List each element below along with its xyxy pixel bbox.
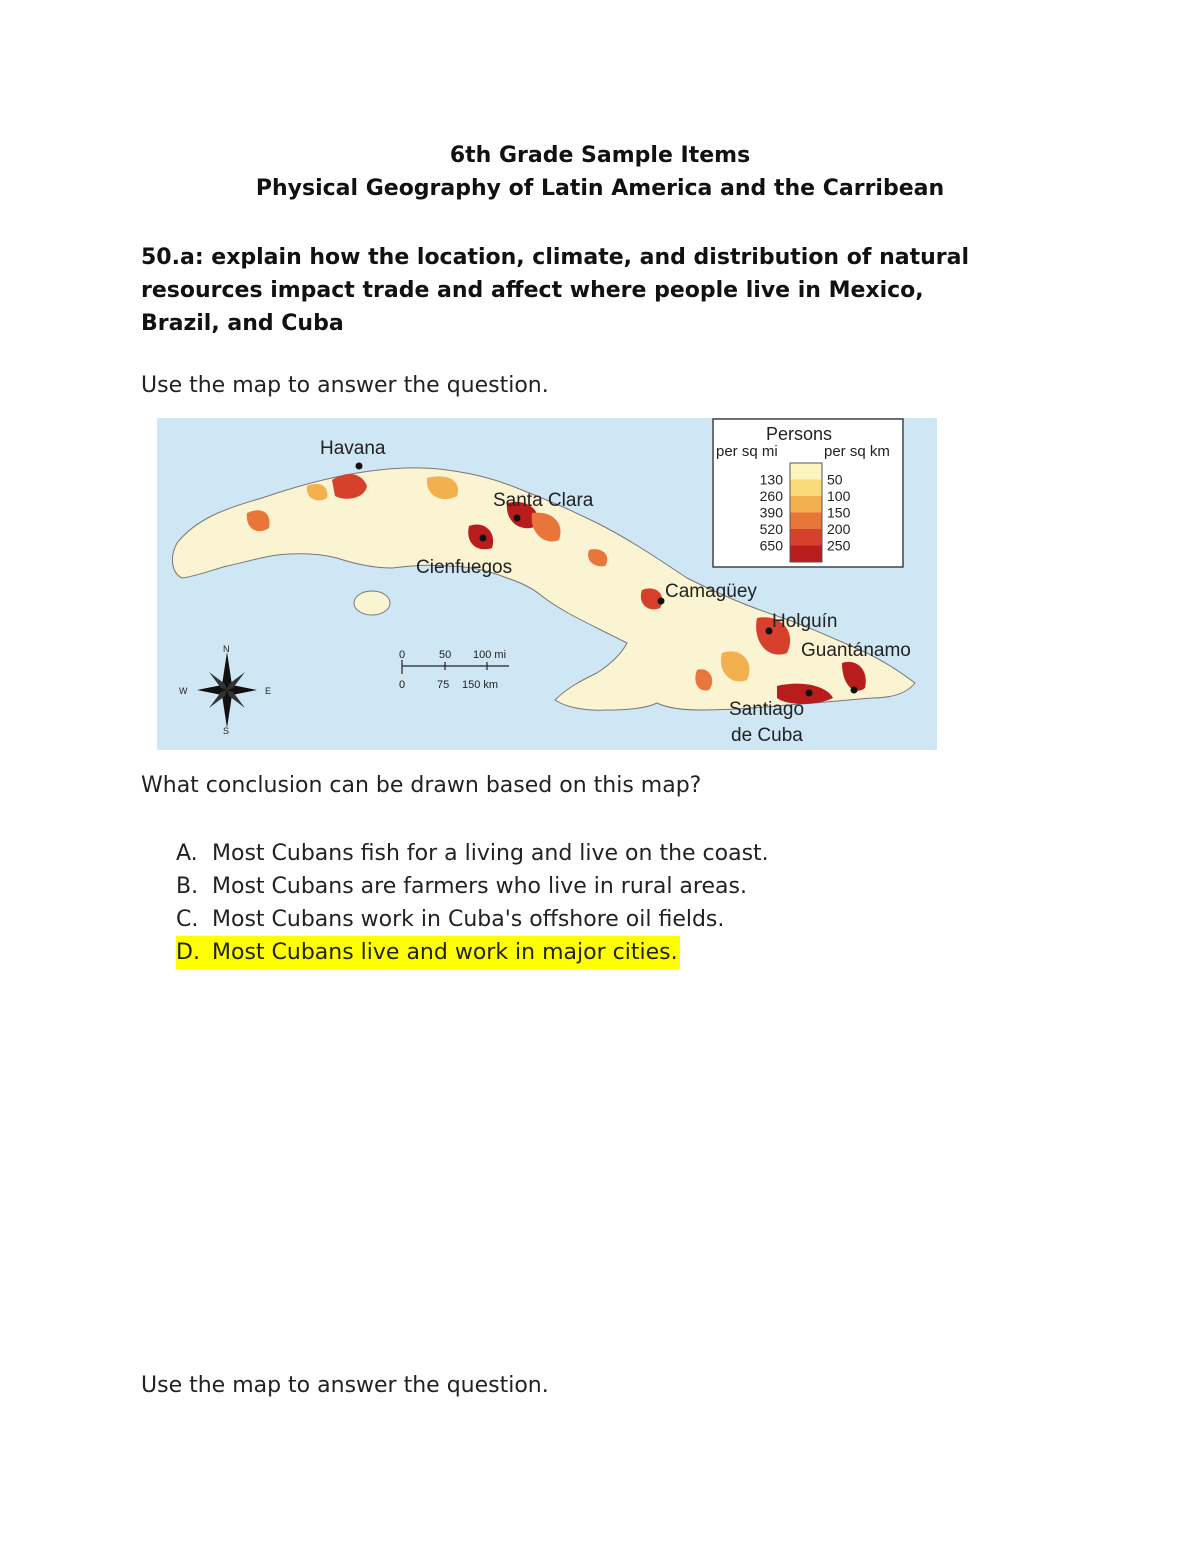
cuba-population-map bbox=[157, 418, 937, 750]
isle-of-youth bbox=[354, 591, 390, 615]
santa-clara-dot bbox=[514, 515, 521, 522]
legend-title: Persons bbox=[766, 424, 833, 444]
page-title: 6th Grade Sample Items bbox=[449, 143, 751, 168]
legend-mi-value: 650 bbox=[759, 537, 783, 554]
compass-w: W bbox=[179, 686, 188, 696]
option-a[interactable]: A. Most Cubans fish for a living and live on the coast. bbox=[176, 841, 769, 866]
legend-km-value: 100 bbox=[827, 488, 851, 504]
legend-swatch bbox=[790, 513, 822, 530]
legend-km-value: 200 bbox=[827, 521, 851, 537]
label-holguin: Holguín bbox=[772, 611, 838, 632]
page-subtitle: Physical Geography of Latin America and the Carribean bbox=[255, 176, 945, 201]
guantanamo-dot bbox=[851, 687, 858, 694]
legend-swatch bbox=[790, 480, 822, 497]
scale-km-0: 0 bbox=[399, 679, 406, 691]
map-prompt: Use the map to answer the question. bbox=[141, 373, 549, 398]
legend-km-value: 250 bbox=[827, 537, 851, 554]
option-c[interactable]: C. Most Cubans work in Cuba's offshore oil fields. bbox=[176, 907, 725, 932]
map-svg bbox=[157, 418, 937, 750]
legend bbox=[713, 419, 903, 567]
standard-line-1: 50.a: explain how the location, climate, and distribution of natural bbox=[141, 245, 970, 270]
legend-mi-value: 390 bbox=[759, 504, 783, 521]
option-b[interactable]: B. Most Cubans are farmers who live in rural areas. bbox=[176, 874, 747, 899]
standard-line-2: resources impact trade and affect where people live in Mexico, bbox=[141, 278, 924, 303]
legend-mi-value: 130 bbox=[759, 471, 783, 488]
santiago-dot bbox=[806, 690, 813, 697]
scale-mi-100: 100 mi bbox=[473, 649, 507, 661]
legend-swatch bbox=[790, 463, 822, 480]
option-d-highlighted[interactable]: D. Most Cubans live and work in major cities. bbox=[176, 936, 680, 969]
label-havana: Havana bbox=[320, 438, 386, 459]
legend-swatch bbox=[790, 546, 822, 563]
legend-mi-value: 520 bbox=[759, 521, 783, 537]
map-prompt-2: Use the map to answer the question. bbox=[141, 1373, 549, 1398]
scale-km-150: 150 km bbox=[462, 679, 499, 691]
havana-dot bbox=[356, 463, 363, 470]
legend-swatch bbox=[790, 529, 822, 546]
standard-text bbox=[141, 241, 1041, 340]
label-santa-clara: Santa Clara bbox=[493, 490, 594, 511]
label-santiago: Santiago bbox=[729, 699, 805, 720]
cienfuegos-dot bbox=[480, 535, 487, 542]
camaguey-dot bbox=[658, 598, 665, 605]
standard-line-3: Brazil, and Cuba bbox=[141, 311, 344, 336]
legend-mi-value: 260 bbox=[759, 488, 783, 504]
scale-km-75: 75 bbox=[437, 679, 450, 691]
label-de-cuba: de Cuba bbox=[731, 725, 803, 746]
compass-e: E bbox=[265, 686, 272, 696]
compass-n: N bbox=[223, 644, 230, 654]
scale-mi-50: 50 bbox=[439, 649, 452, 661]
question-text: What conclusion can be drawn based on this map? bbox=[141, 773, 702, 798]
legend-km-value: 150 bbox=[827, 504, 851, 521]
label-cienfuegos: Cienfuegos bbox=[416, 557, 513, 578]
legend-mi-values bbox=[760, 472, 784, 554]
scale-mi-0: 0 bbox=[399, 649, 406, 661]
answer-options bbox=[176, 837, 769, 969]
compass-s: S bbox=[223, 726, 230, 736]
legend-swatches bbox=[790, 463, 822, 562]
label-camaguey: Camagüey bbox=[665, 581, 757, 602]
legend-header-mi: per sq mi bbox=[716, 443, 778, 460]
legend-km-value: 50 bbox=[827, 471, 843, 488]
legend-swatch bbox=[790, 496, 822, 513]
label-guantanamo: Guantánamo bbox=[801, 640, 911, 661]
legend-header-km: per sq km bbox=[824, 443, 890, 460]
